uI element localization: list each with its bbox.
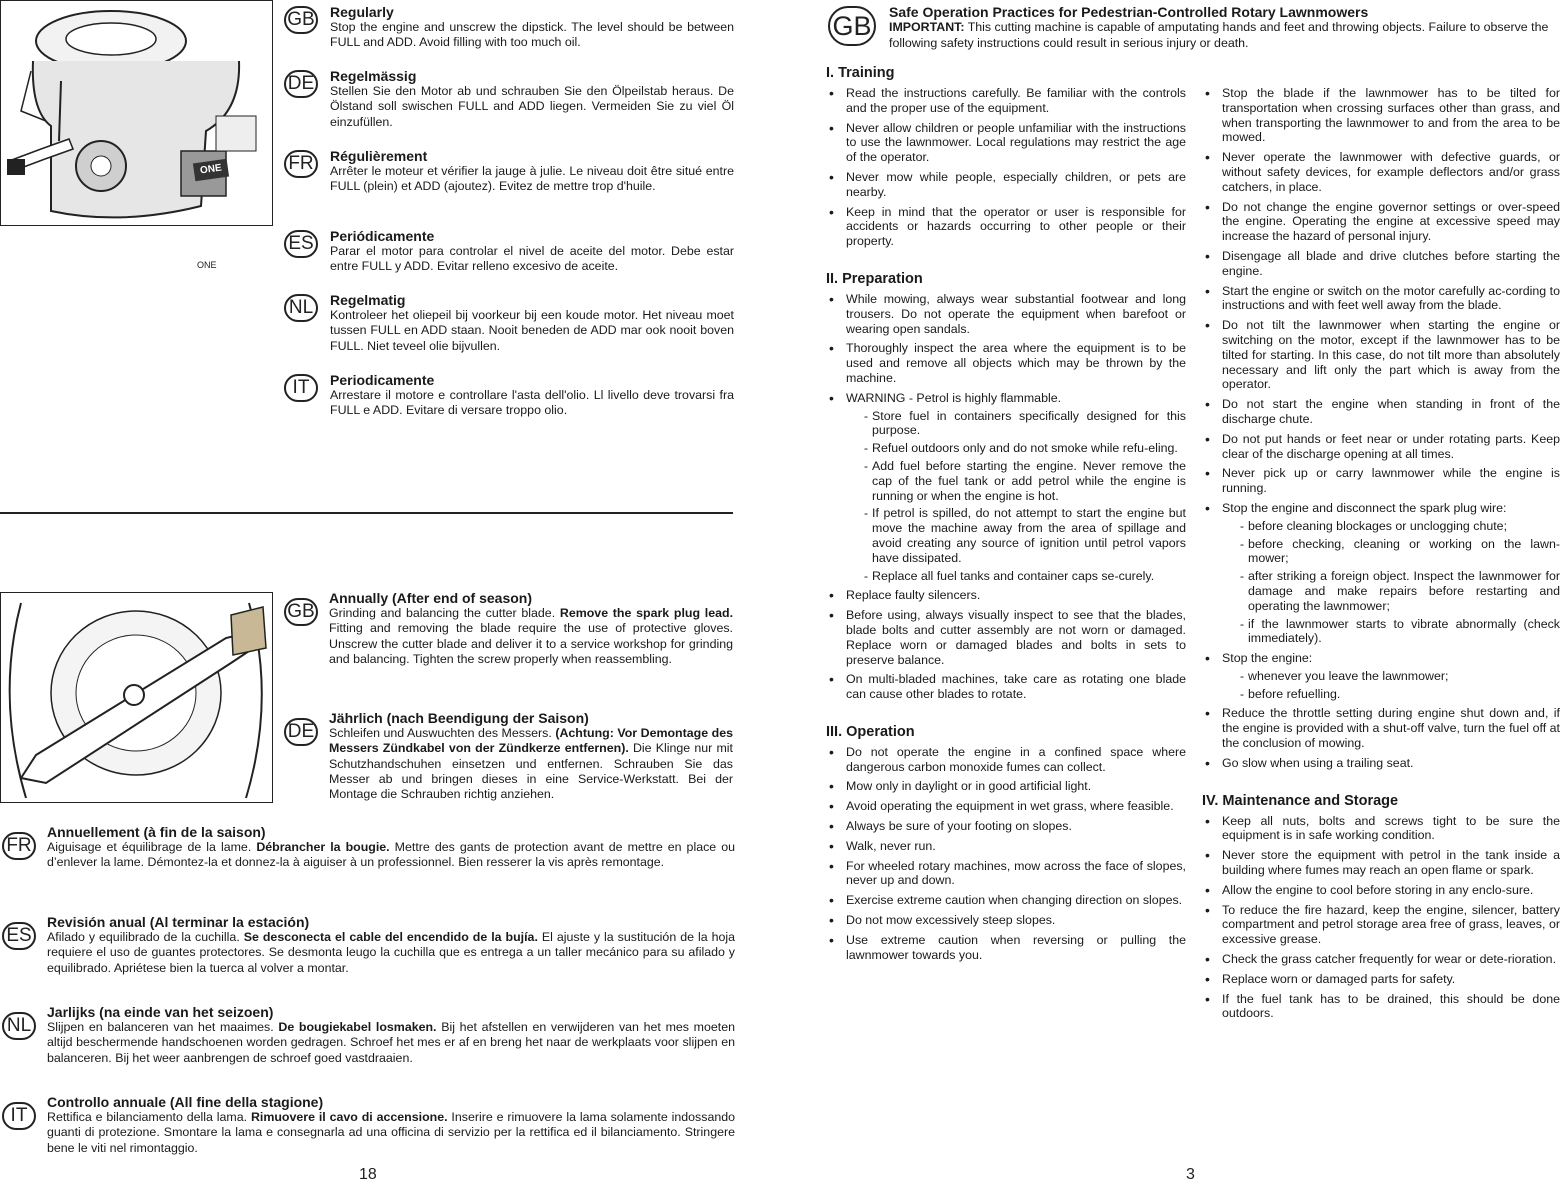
entry-text-start: Schleifen und Auswuchten des Messers. [329,726,556,740]
annual-entry [329,710,733,802]
sub-item: - If petrol is spilled, do not attempt to start the engine but move the machine away from the area of spillage and avoid creating any source of ignition until petrol vapors have dissipated. [846,506,1186,565]
training-list [826,86,1186,249]
important-text: This cutting machine is capable of amputating hands and feet and throwing objects. Failure to observe the following safety instructions could result in serious injury or death. [889,20,1549,50]
bullet-item: • Allow the engine to cool before storing in any enclo-sure. [1202,883,1560,898]
entry-text-warning: (Achtung: Vor Demontage des Messers Zündkabel von der Zündkerze entfernen). [329,726,733,756]
sub-item: - whenever you leave the lawnmower; [1222,669,1560,684]
bullet-item: • Replace worn or damaged parts for safety. [1202,972,1560,987]
entry-text: Arrestare il motore e controllare l'asta dell'olio. Ll livello deve trovarsi fra FULL e ADD. Evitare di versare troppo olio. [330,388,734,418]
sub-list [846,409,1186,584]
bullet-item: • Replace faulty silencers. [826,588,1186,603]
bullet-item: • Before using, always visually inspect to see that the blades, blade bolts and cutter assembly are not worn or damaged. Replace worn or damaged blades and bolts in sets to preserve balance. [826,608,1186,667]
bullet-item: • Thoroughly inspect the area where the equipment is to be used and remove all objects which may be thrown by the machine. [826,341,1186,385]
entry-title: Jarlijks (na einde van het seizoen) [47,1004,274,1020]
annual-entry [47,824,735,871]
entry-text-warning: De bougiekabel losmaken. [278,1020,437,1034]
lang-badge-gb: GB [828,6,876,46]
bullet-item: • Use extreme caution when reversing or pulling the lawnmower towards you. [826,933,1186,963]
entry-title: Jährlich (nach Beendigung der Saison) [329,710,589,726]
bullet-item: • Do not change the engine governor settings or over-speed the engine. Operating the engine at excessive speed may increase the hazard of personal injury. [1202,200,1560,244]
entry-text: Stellen Sie den Motor ab und schrauben Sie den Ölpeilstab heraus. De Ölstand soll swischen FULL and ADD liegen. Vermeiden Sie zu viel Öl einzufüllen. [330,84,734,129]
preparation-heading: II. Preparation [826,270,923,287]
preparation-list [826,292,1186,702]
entry-title: Controllo annuale (All fine della stagione) [47,1094,324,1110]
sub-item: - Store fuel in containers specifically designed for this purpose. [846,409,1186,439]
bullet-item: • Exercise extreme caution when changing direction on slopes. [826,893,1186,908]
entry-text-end: Bij het afstellen en verwijderen van het mes moeten altijd beschermende handschoenen worden gedragen. Schroef het mes er af en breng het naar de werkplaats voor slijpen en balanceren. Bij het weer aanbrengen de schroef goed vastdraaien. [47,1020,735,1065]
entry-title: Regelmatig [330,292,406,308]
entry-title: Annuellement (à fin de la saison) [47,824,266,840]
bullet-item: • For wheeled rotary machines, mow across the face of slopes, never up and down. [826,859,1186,889]
engine-brand-label: ONE [193,159,229,182]
sub-item: - if the lawnmower starts to vibrate abnormally (check immediately). [1222,617,1560,647]
lang-badge-it: IT [2,1102,36,1130]
lang-badge-es: ES [2,922,36,950]
entry-text-warning: Se desconecta el cable del encendido de la bujía. [243,930,538,944]
bullet-item: • Avoid operating the equipment in wet grass, where feasible. [826,799,1186,814]
sub-item: - before refuelling. [1222,687,1560,702]
safety-title: Safe Operation Practices for Pedestrian-Controlled Rotary Lawnmowers [889,4,1369,20]
entry-text-end: Fitting and removing the blade require the use of protective gloves. Unscrew the cutter blade and deliver it to a service workshop for grinding and balancing. Tighten the screw properly when reassembling. [329,621,733,666]
annual-entry [47,1094,735,1156]
page-number-left: 18 [359,1166,377,1183]
entry-text-start: Rettifica e bilanciamento della lama. [47,1110,251,1124]
entry-text [47,930,735,976]
engine-illustration [0,0,273,270]
bullet-item: • Do not start the engine when standing in front of the discharge chute. [1202,397,1560,427]
important-label: IMPORTANT: [889,20,965,34]
bullet-item: • Never store the equipment with petrol in the tank inside a building where fumes may reach an open flame or spark. [1202,848,1560,878]
training-heading: I. Training [826,65,895,81]
bullet-item-stop [1202,651,1560,701]
engine-drawing [1,1,274,227]
lang-badge-it: IT [284,374,318,402]
sub-item: - Refuel outdoors only and do not smoke while refu-eling. [846,441,1186,456]
bullet-item: • On multi-bladed machines, take care as rotating one blade can cause other blades to rotate. [826,672,1186,702]
sub-list [1222,669,1560,702]
lang-badge-fr: FR [2,832,36,860]
lang-badge-de: DE [284,70,318,98]
entry-text-start: Slijpen en balanceren van het maaimes. [47,1020,279,1034]
entry-text-end: Mettre des gants de protection avant de mettre en place ou d’enlever la lame. Démontez-la et donnez-la à aiguiser à un professionnel. Bien resserer la vis après remontage. [47,840,735,870]
entry-text-start: Aiguisage et équilibrage de la lame. [47,840,257,854]
sub-item: - after striking a foreign object. Inspect the lawnmower for damage and make repairs before restarting and operating the lawnmower; [1222,569,1560,613]
entry-text [329,726,733,802]
entry-text-warning: Rimuovere il cavo di accensione. [250,1110,448,1124]
bullet-item: • While mowing, always wear substantial footwear and long trousers. Do not operate the equipment when barefoot or wearing open sandals. [826,292,1186,336]
regular-entry [330,228,734,275]
entry-text [47,1110,735,1156]
bullet-item: • Keep all nuts, bolts and screws tight to be sure the equipment is in safe working condition. [1202,814,1560,844]
lang-badge-es: ES [284,230,318,258]
entry-text: Stop the engine and unscrew the dipstick. The level should be between FULL and ADD. Avoid filling with too much oil. [330,20,734,50]
entry-text [47,840,735,871]
bullet-item: • Mow only in daylight or in good artificial light. [826,779,1186,794]
regular-entry [330,292,734,354]
entry-text-end: Die Klinge nur mit Schutzhandschuhen einsetzen und entfernen. Schrauben Sie das Messer ab und bringen dieses in eine Service-Werkstatt. Bei der Montage die Schrauben richtig anziehen. [329,741,733,802]
bullet-item: • Start the engine or switch on the motor carefully ac-cording to instructions and with feet well away from the blade. [1202,284,1560,314]
bullet-item-warning [826,391,1186,584]
bullet-item: • If the fuel tank has to be drained, this should be done outdoors. [1202,992,1560,1022]
bullet-item: • Never mow while people, especially children, or pets are nearby. [826,170,1186,200]
entry-text: Parar el motor para controlar el nivel de aceite del motor. Debe estar entre FULL y ADD. Evitar relleno excesivo de aceite. [330,244,734,274]
entry-title: Periódicamente [330,228,435,244]
entry-text [47,1020,735,1066]
warning-text: WARNING - Petrol is highly flammable. [846,390,1062,405]
blade-drawing [1,593,274,804]
entry-text-end: Inserire e rimuovere la lama solamente indossando guanti di protezione. Smontare la lama e consegnarla ad una officina di servizio per la rettifica ed il bilanciamento. Stringere bene le viti nel rimontaggio. [47,1110,736,1155]
blade-illustration [0,592,273,803]
entry-text-end: El ajuste y la sustitución de la hoja requiere el uso de guantes protectores. Se desmonta leugo la cuchilla que es entrega a un taller mecánico para su afilado y equilibrado. Apriétese bien la tuerca al volver a montar. [47,930,735,975]
lang-badge-nl: NL [2,1012,36,1040]
bullet-item: • Keep in mind that the operator or user is responsible for accidents or hazards occurring to other people or their property. [826,205,1186,249]
bullet-item: • Walk, never run. [826,839,1186,854]
sub-item: - before checking, cleaning or working on the lawn-mower; [1222,537,1560,567]
annual-entry [47,1004,735,1066]
entry-text [329,606,733,667]
entry-title: Regularly [330,4,394,20]
entry-title: Regelmässig [330,68,417,84]
regular-entry [330,68,734,130]
bullet-item: • Do not mow excessively steep slopes. [826,913,1186,928]
annual-entry [329,590,733,667]
entry-text-start: Grinding and balancing the cutter blade. [329,606,560,620]
sub-item: - Replace all fuel tanks and container caps se-curely. [846,569,1186,584]
sub-item: - Add fuel before starting the engine. Never remove the cap of the fuel tank or add petrol while the engine is running or when the engine is hot. [846,459,1186,503]
spark-text: Stop the engine and disconnect the spark plug wire: [1222,500,1507,515]
maintenance-heading: IV. Maintenance and Storage [1202,792,1399,809]
lang-badge-gb: GB [284,598,318,626]
bullet-item: • Do not tilt the lawnmower when starting the engine or switching on the motor, except if the lawnmower has to be tilted for starting. In this case, do not tilt more than absolutely necessary and lift only the part which is away from the operator. [1202,318,1560,392]
important-notice [889,20,1549,51]
annual-entry [47,914,735,976]
section-divider [0,512,733,514]
regular-entry [330,4,734,51]
entry-title: Revisión anual (Al terminar la estación) [47,914,310,930]
operation-heading: III. Operation [826,723,915,740]
engine-label: ONE [197,260,217,270]
bullet-item: • Always be sure of your footing on slopes. [826,819,1186,834]
bullet-item-spark [1202,501,1560,646]
bullet-item: • Reduce the throttle setting during engine shut down and, if the engine is provided with a shut-off valve, turn the fuel off at the conclusion of mowing. [1202,706,1560,750]
entry-title: Régulièrement [330,148,428,164]
safety-column-1 [826,64,1186,967]
safety-column-2 [1202,86,1560,1026]
bullet-item: • Do not put hands or feet near or under rotating parts. Keep clear of the discharge opening at all times. [1202,432,1560,462]
entry-title: Annually (After end of season) [329,590,533,606]
bullet-item: • Read the instructions carefully. Be familiar with the controls and the proper use of the equipment. [826,86,1186,116]
entry-text-warning: Débrancher la bougie. [256,840,390,854]
bullet-item: • Stop the blade if the lawnmower has to be tilted for transportation when crossing surfaces other than grass, and when transporting the lawnmower to and from the area to be mowed. [1202,86,1560,145]
bullet-item: • Do not operate the engine in a confined space where dangerous carbon monoxide fumes can collect. [826,745,1186,775]
bullet-item: • Go slow when using a trailing seat. [1202,756,1560,771]
lang-badge-fr: FR [284,150,318,178]
maintenance-list [1202,814,1560,1022]
sub-item: - before cleaning blockages or unclogging chute; [1222,519,1560,534]
entry-text: Arrêter le moteur et vérifier la jauge à julie. Le niveau doit être situé entre FULL (plein) et ADD (ajoutez). Evitez de mettre trop d'huile. [330,164,734,194]
entry-text-start: Afilado y equilibrado de la cuchilla. [47,930,244,944]
stop-text: Stop the engine: [1222,651,1313,666]
safety-header [889,4,1549,51]
entry-text: Kontroleer het oliepeil bij voorkeur bij een koude motor. Het niveau moet tussen FULL en ADD staan. Nooit beneden de ADD mar ook nooit boven FULL. Niet teveel olie bijvullen. [330,308,734,353]
bullet-item: • To reduce the fire hazard, keep the engine, silencer, battery compartment and petrol storage area free of grass, leaves, or excessive grease. [1202,903,1560,947]
bullet-item: • Never pick up or carry lawnmower while the engine is running. [1202,466,1560,496]
bullet-item: • Never operate the lawnmower with defective guards, or without safety devices, for example deflectors and/or grass catchers, in place. [1202,150,1560,194]
operation-list-continued [1202,86,1560,771]
lang-badge-nl: NL [284,294,318,322]
entry-title: Periodicamente [330,372,435,388]
regular-entry [330,148,734,195]
operation-list [826,745,1186,963]
bullet-item: • Disengage all blade and drive clutches before starting the engine. [1202,249,1560,279]
page-number-right: 3 [1186,1166,1195,1183]
bullet-item: • Never allow children or people unfamiliar with the instructions to use the lawnmower. Local regulations may restrict the age of the operator. [826,121,1186,165]
entry-text-warning: Remove the spark plug lead. [559,606,734,620]
lang-badge-de: DE [284,718,318,746]
bullet-item: • Check the grass catcher frequently for wear or dete-rioration. [1202,952,1560,967]
regular-entry [330,372,734,419]
sub-list [1222,519,1560,646]
lang-badge-gb: GB [284,6,318,34]
